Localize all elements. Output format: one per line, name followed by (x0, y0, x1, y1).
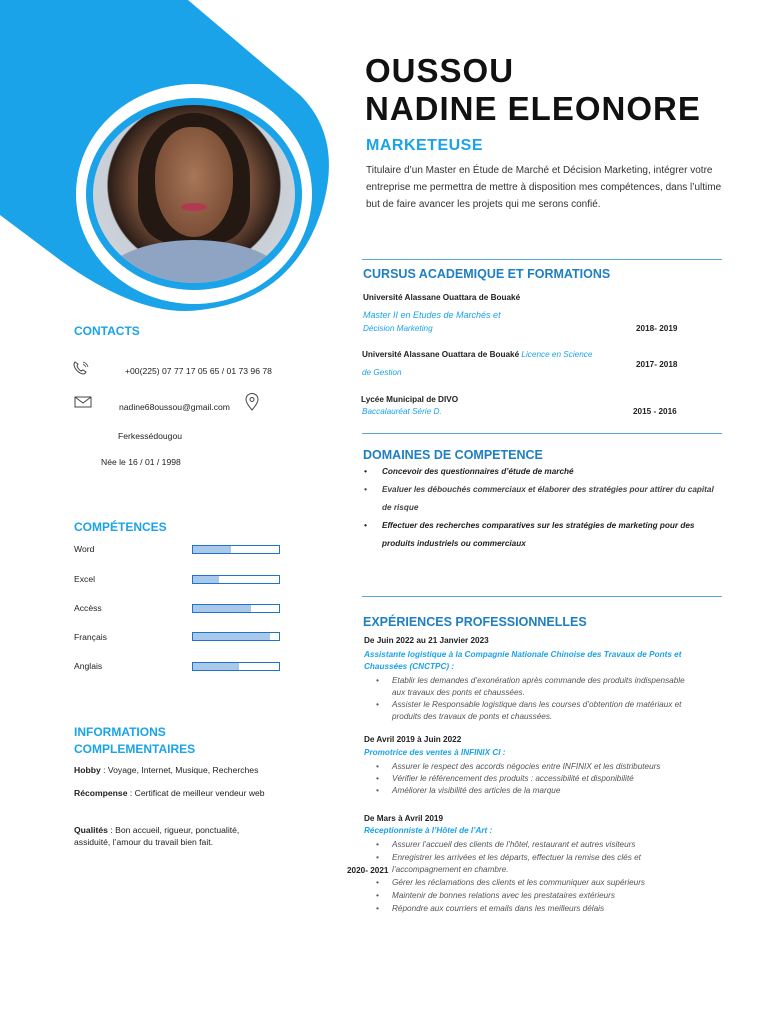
domain-item: • Evaluer les débouchés commerciaux et élaborer des stratégies pour attirer du capital (364, 485, 714, 494)
skill-label: Anglais (74, 661, 103, 671)
task-text: Vérifier le référencement des produits : accessibilité et disponibilité (392, 774, 634, 783)
skill-bar (192, 604, 280, 613)
birth-date: Née le 16 / 01 / 1998 (101, 457, 181, 467)
task-item: • Assurer l’accueil des clients de l’hôtel, restaurant et autres visiteurs (376, 840, 636, 849)
domaines-title: DOMAINES DE COMPETENCE (363, 448, 543, 462)
exp-1-role-line-2: Chaussées (CNCTPC) : (364, 662, 455, 671)
degree-3: Baccalauréat Série D. (362, 407, 442, 416)
name-line-2: NADINE ELEONORE (365, 90, 701, 127)
skill-label: Accèss (74, 603, 102, 613)
domain-item: • Concevoir des questionnaires d’étude de marché (364, 467, 574, 476)
skill-label: Word (74, 544, 95, 554)
school-2: Université Alassane Ouattara de Bouaké (362, 350, 520, 359)
domain-text: Effectuer des recherches comparatives sur les stratégies de marketing pour des (382, 521, 695, 530)
task-item: • Vérifier le référencement des produits : accessibilité et disponibilité (376, 774, 634, 783)
cursus-title: CURSUS ACADEMIQUE ET FORMATIONS (363, 267, 611, 281)
skill-label: Excel (74, 574, 96, 584)
years-1: 2018- 2019 (636, 324, 678, 333)
skill-bar (192, 662, 280, 671)
task-text: aux travaux des ponts et chaussées. (392, 688, 525, 697)
exp-3-dates: De Mars à Avril 2019 (364, 814, 444, 823)
phone-icon (72, 360, 90, 376)
city: Ferkessédougou (118, 431, 183, 441)
degree-1-line-1: Master II en Etudes de Marchés et (363, 310, 501, 320)
degree-1-line-2: Décision Marketing (363, 324, 433, 333)
exp-2-dates: De Avril 2019 à Juin 2022 (364, 735, 462, 744)
contacts-title: CONTACTS (74, 324, 140, 338)
divider (362, 596, 722, 597)
task-item: • Gérer les réclamations des clients et les communiquer aux supérieurs (376, 878, 646, 887)
phone-number: +00(225) 07 77 17 05 65 / 01 73 96 78 (125, 366, 272, 376)
task-text: Répondre aux courriers et emails dans les meilleurs délais (392, 904, 605, 913)
email-address: nadine68oussou@gmail.com (119, 402, 230, 412)
exp-1-dates: De Juin 2022 au 21 Janvier 2023 (364, 636, 489, 645)
divider (362, 433, 722, 434)
years-2: 2017- 2018 (636, 360, 678, 369)
task-text: Etablir les demandes d’exonération après commande des produits indispensable (392, 676, 685, 685)
years-3: 2015 - 2016 (633, 407, 677, 416)
domain-text: de risque (382, 503, 419, 512)
task-text: Enregistrer les arrivées et les départs, effectuer la remise des clés et (392, 853, 641, 862)
education-2 (362, 350, 592, 359)
exp-2-role: Promotrice des ventes à INFINIX CI : (364, 748, 506, 757)
location-pin-icon (245, 393, 259, 411)
infos-title-line-2: COMPLEMENTAIRES (74, 742, 196, 756)
reward (74, 787, 274, 799)
domain-text: Concevoir des questionnaires d’étude de marché (382, 467, 574, 476)
task-text: Gérer les réclamations des clients et les communiquer aux supérieurs (392, 878, 646, 887)
school-1: Université Alassane Ouattara de Bouaké (363, 293, 521, 302)
qualities-text: : Bon accueil, rigueur, ponctualité, assiduité, l’amour du travail bien fait. (74, 825, 240, 847)
skill-label: Français (74, 632, 107, 642)
exp-3-role: Réceptionniste à l’Hôtel de l’Art : (364, 826, 493, 835)
task-text: Assurer le respect des accords négocies entre INFINIX et les distributeurs (392, 762, 661, 771)
experiences-title: EXPÉRIENCES PROFESSIONNELLES (363, 615, 587, 629)
task-text: Assister le Responsable logistique dans les courses d’obtention de matériaux et (392, 700, 682, 709)
stray-years: 2020- 2021 (347, 866, 389, 875)
task-text: Assurer l’accueil des clients de l’hôtel, restaurant et autres visiteurs (392, 840, 636, 849)
degree-2-line-2: de Gestion (362, 368, 402, 377)
skill-bar (192, 575, 280, 584)
hobby-label: Hobby (74, 765, 101, 775)
full-name (365, 52, 701, 128)
name-line-1: OUSSOU (365, 52, 515, 89)
task-item: • Améliorer la visibilité des articles de la marque (376, 786, 561, 795)
task-text: l’accompagnement en chambre. (392, 865, 509, 874)
degree-2-line-1: Licence en Science (519, 350, 593, 359)
task-text: produits des travaux de ponts et chaussées. (392, 712, 553, 721)
skill-bar (192, 632, 280, 641)
hobby (74, 764, 284, 776)
profile-photo (93, 105, 295, 283)
task-item: • Assurer le respect des accords négocies entre INFINIX et les distributeurs (376, 762, 661, 771)
task-text: Maintenir de bonnes relations avec les prestataires extérieurs (392, 891, 615, 900)
qualities-label: Qualités (74, 825, 108, 835)
skills-title: COMPÉTENCES (74, 520, 167, 534)
task-item: • Assister le Responsable logistique dans les courses d’obtention de matériaux et (376, 700, 682, 709)
job-title: MARKETEUSE (366, 137, 484, 154)
infos-title-line-1: INFORMATIONS (74, 725, 166, 739)
task-item: • Enregistrer les arrivées et les départs, effectuer la remise des clés et (376, 853, 641, 862)
reward-label: Récompense (74, 788, 128, 798)
task-item: • Etablir les demandes d’exonération après commande des produits indispensable (376, 676, 685, 685)
intro-text: Titulaire d’un Master en Étude de Marché et Décision Marketing, intégrer votre entreprise me permettra de mettre à disposition mes compétences, dans l’ultime but de faire avancer les projets qui me serons confié. (366, 165, 722, 210)
exp-1-role-line-1: Assistante logistique à la Compagnie Nationale Chinoise des Travaux de Ponts et (364, 650, 682, 659)
domain-item: • Effectuer des recherches comparatives sur les stratégies de marketing pour des (364, 521, 695, 530)
infos-title (74, 724, 195, 758)
task-text: Améliorer la visibilité des articles de la marque (392, 786, 561, 795)
mail-icon (74, 396, 92, 408)
skill-bar (192, 545, 280, 554)
domain-text: Evaluer les débouchés commerciaux et élaborer des stratégies pour attirer du capital (382, 485, 714, 494)
school-3: Lycée Municipal de DIVO (361, 395, 459, 404)
domain-text: produits industriels ou commerciaux (382, 539, 526, 548)
task-item: • Répondre aux courriers et emails dans les meilleurs délais (376, 904, 605, 913)
reward-text: : Certificat de meilleur vendeur web (127, 788, 265, 798)
qualities (74, 824, 274, 848)
task-item: • Maintenir de bonnes relations avec les prestataires extérieurs (376, 891, 615, 900)
hobby-text: : Voyage, Internet, Musique, Recherches (100, 765, 259, 775)
divider (362, 259, 722, 260)
